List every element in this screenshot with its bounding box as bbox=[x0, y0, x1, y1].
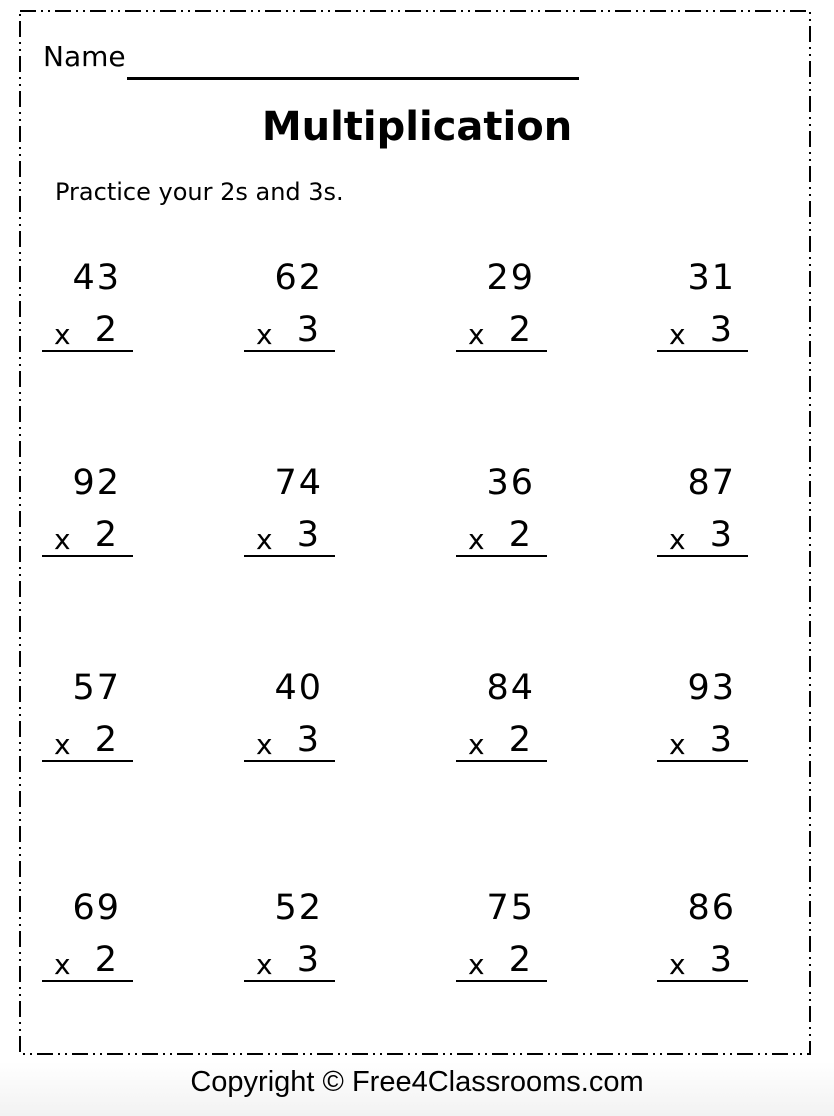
multiplicand: 74 bbox=[274, 463, 323, 503]
times-sign: x bbox=[669, 948, 686, 981]
times-sign: x bbox=[669, 318, 686, 351]
multiplier: 2 bbox=[508, 515, 531, 555]
multiplication-problem bbox=[42, 668, 133, 768]
multiplicand: 29 bbox=[486, 258, 535, 298]
multiplier: 2 bbox=[508, 310, 531, 350]
multiplicand: 57 bbox=[72, 668, 121, 708]
multiplier: 2 bbox=[508, 720, 531, 760]
name-label: Name bbox=[43, 40, 126, 73]
multiplication-problem bbox=[456, 888, 547, 988]
multiplication-problem bbox=[244, 258, 335, 358]
multiplier: 2 bbox=[94, 940, 117, 980]
multiplier-row bbox=[456, 310, 547, 352]
multiplicand: 75 bbox=[486, 888, 535, 928]
multiplier-row bbox=[456, 720, 547, 762]
times-sign: x bbox=[54, 728, 71, 761]
multiplier-row bbox=[42, 940, 133, 982]
instructions: Practice your 2s and 3s. bbox=[55, 178, 344, 206]
multiplicand: 31 bbox=[687, 258, 736, 298]
multiplier-row bbox=[657, 940, 748, 982]
multiplication-problem bbox=[42, 888, 133, 988]
multiplication-problem bbox=[657, 258, 748, 358]
times-sign: x bbox=[54, 948, 71, 981]
multiplier-row bbox=[244, 940, 335, 982]
multiplicand: 84 bbox=[486, 668, 535, 708]
multiplier: 2 bbox=[94, 720, 117, 760]
multiplier: 3 bbox=[296, 940, 319, 980]
multiplier-row bbox=[244, 515, 335, 557]
multiplier-row bbox=[42, 720, 133, 762]
times-sign: x bbox=[54, 318, 71, 351]
multiplication-problem bbox=[456, 668, 547, 768]
times-sign: x bbox=[468, 318, 485, 351]
multiplication-problem bbox=[456, 463, 547, 563]
name-input-line[interactable] bbox=[127, 77, 579, 80]
multiplication-problem bbox=[244, 668, 335, 768]
multiplication-problem bbox=[657, 668, 748, 768]
worksheet-title: Multiplication bbox=[261, 104, 573, 150]
multiplicand: 43 bbox=[72, 258, 121, 298]
multiplier: 3 bbox=[709, 720, 732, 760]
multiplicand: 69 bbox=[72, 888, 121, 928]
multiplicand: 40 bbox=[274, 668, 323, 708]
multiplier-row bbox=[456, 940, 547, 982]
multiplier: 2 bbox=[94, 515, 117, 555]
multiplier-row bbox=[244, 720, 335, 762]
multiplicand: 52 bbox=[274, 888, 323, 928]
multiplier-row bbox=[657, 310, 748, 352]
multiplier-row bbox=[42, 310, 133, 352]
multiplication-problem bbox=[244, 463, 335, 563]
multiplicand: 62 bbox=[274, 258, 323, 298]
times-sign: x bbox=[468, 523, 485, 556]
times-sign: x bbox=[256, 523, 273, 556]
multiplier: 2 bbox=[508, 940, 531, 980]
multiplicand: 92 bbox=[72, 463, 121, 503]
multiplication-problem bbox=[456, 258, 547, 358]
multiplication-problem bbox=[657, 888, 748, 988]
times-sign: x bbox=[54, 523, 71, 556]
times-sign: x bbox=[256, 728, 273, 761]
multiplier-row bbox=[657, 720, 748, 762]
times-sign: x bbox=[468, 948, 485, 981]
times-sign: x bbox=[669, 523, 686, 556]
copyright-text: Copyright © Free4Classrooms.com bbox=[190, 1066, 644, 1098]
multiplicand: 86 bbox=[687, 888, 736, 928]
multiplier: 2 bbox=[94, 310, 117, 350]
times-sign: x bbox=[669, 728, 686, 761]
multiplicand: 36 bbox=[486, 463, 535, 503]
multiplication-problem bbox=[657, 463, 748, 563]
multiplier: 3 bbox=[709, 940, 732, 980]
times-sign: x bbox=[256, 318, 273, 351]
multiplicand: 87 bbox=[687, 463, 736, 503]
multiplier-row bbox=[456, 515, 547, 557]
multiplication-problem bbox=[244, 888, 335, 988]
multiplier: 3 bbox=[296, 515, 319, 555]
multiplier: 3 bbox=[296, 720, 319, 760]
times-sign: x bbox=[468, 728, 485, 761]
times-sign: x bbox=[256, 948, 273, 981]
multiplier: 3 bbox=[709, 515, 732, 555]
multiplication-problem bbox=[42, 463, 133, 563]
multiplier-row bbox=[42, 515, 133, 557]
multiplier-row bbox=[657, 515, 748, 557]
multiplier: 3 bbox=[709, 310, 732, 350]
multiplicand: 93 bbox=[687, 668, 736, 708]
multiplication-problem bbox=[42, 258, 133, 358]
multiplier: 3 bbox=[296, 310, 319, 350]
multiplier-row bbox=[244, 310, 335, 352]
